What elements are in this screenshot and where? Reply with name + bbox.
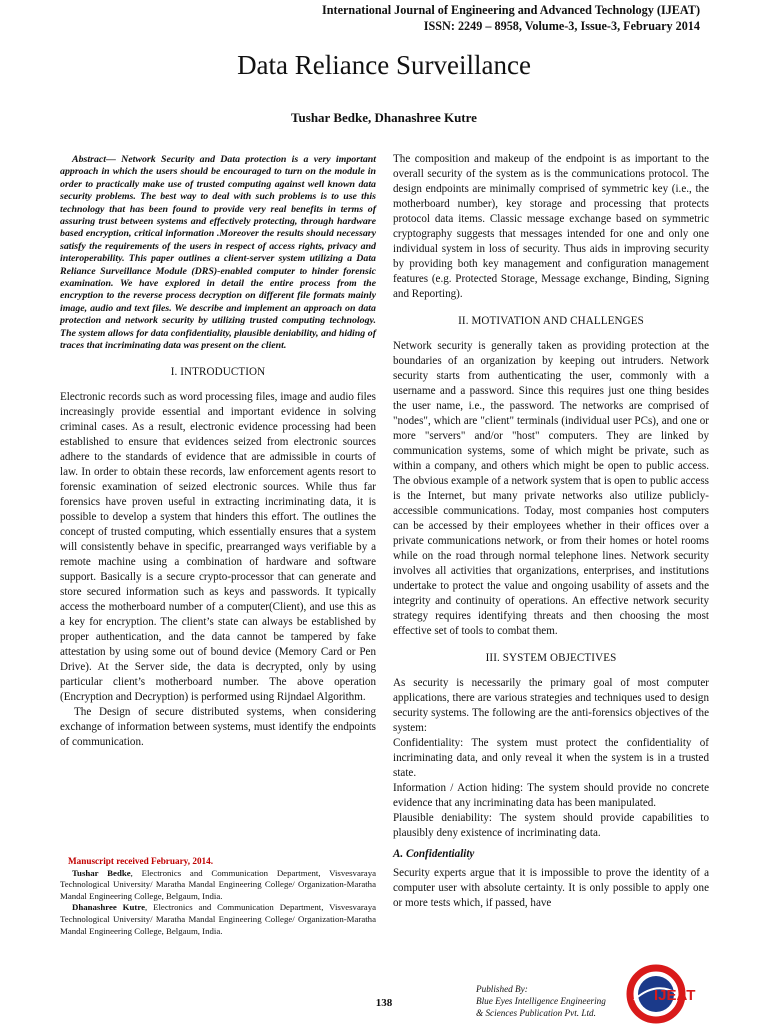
right-column xyxy=(393,152,709,911)
paper-authors: Tushar Bedke, Dhanashree Kutre xyxy=(291,110,477,125)
intro-heading: I. INTRODUCTION xyxy=(170,365,266,378)
paper-title: Data Reliance Surveillance xyxy=(237,50,531,80)
publisher-info xyxy=(476,983,606,1019)
author1-affiliation xyxy=(60,868,376,903)
publisher-line-1: Published By: xyxy=(476,984,528,994)
abstract-lead: Abstract— xyxy=(72,154,116,165)
abstract-text: Network Security and Data protection is a very important approach in which the users should be encouraged to turn on the module in order to practically make use of trusted computing against well known data security problems. The best way to deal with such problems is to use this technology that has been found to provide very real benefits in terms of assuring trust between systems and effectively protecting, through hardware based encryption, critical information .Moreover the results should necessary satisfy the requirements of the users in respect of access rights, privacy and interoperability. This paper outlines a client-server system utilizing a Data Reliance Surveillance Module (DRS)-enabled computer to hinder forensic examination. We have explored in detail the entire process from the encryption to the reverse process decryption on different file formats mainly image, audio and text files. We describe and implement an approach on data protection and network security by utilizing trusted computing technology. The system allows for data confidentiality, plausible deniability, and hiding of traces that incriminating data was present on the client. xyxy=(60,154,376,352)
author-footnote xyxy=(60,856,376,937)
confidentiality-paragraph: Security experts argue that it is impossible to prove the identity of a computer user with absolute certainty. It is only possible to apply one or more tests which, if passed, have xyxy=(393,867,709,909)
abstract xyxy=(60,154,376,353)
manuscript-received: Manuscript received February, 2014. xyxy=(68,856,214,866)
left-column xyxy=(60,152,376,750)
objectives-paragraph-1: As security is necessarily the primary goal of most computer applications, there are various strategies and techniques used to design security systems. The following are the anti-forensics objectives of the system: xyxy=(393,677,709,734)
objectives-paragraph-4: Plausible deniability: The system should provide capabilities to plausibly deny existence of incriminating data. xyxy=(393,812,709,839)
author1-text: , Electronics and Communication Department, Visvesvaraya Technological University/ Maratha Mandal Engineering College/ Organization-Maratha Mandal Engineering College, Belgaum, India. xyxy=(60,867,376,901)
publisher-line-2: Blue Eyes Intelligence Engineering xyxy=(476,996,606,1006)
journal-name: International Journal of Engineering and Advanced Technology (IJEAT) xyxy=(322,3,700,17)
publisher-line-3: & Sciences Publication Pvt. Ltd. xyxy=(476,1008,596,1018)
endpoint-paragraph: The composition and makeup of the endpoint is as important to the overall security of the system as is the communications protocol. The design endpoints are minimally comprised of symmetric key (i.e., the motherboard number), key storage and processing that protects protocol data items. Classic message exchange based on symmetric cryptography suggests that messages intended for one and only one individual system in loss of security. Thus aids in improving security by providing both key management and configuration management features (e.g. Protected Storage, Message exchange, Binding, Signing and Reporting). xyxy=(393,153,709,300)
motivation-heading: II. MOTIVATION AND CHALLENGES xyxy=(458,315,644,327)
page-number: 138 xyxy=(375,997,393,1009)
objectives-paragraph-2: Confidentiality: The system must protect the confidentiality of incriminating data, and only reveal it when the system is in a trusted state. xyxy=(393,737,709,779)
intro-paragraph-1: Electronic records such as word processing files, image and audio files increasingly provide essential and important evidence in solving criminal cases. As a result, electronic evidence processing had been established to ensure that evidences seized from electronic sources adhere to the standards of evidence that are admissible in courts of law. In order to obtain these records, law enforcement agents resort to forensic examination of seized electronic sources. While thus far forensics have proven useful in extracting incriminating data, it is possible to develop a system that hinders this effort. The outlines the concept of trusted computing, which essentially ensures that a system will consistently behave in specific, prearranged ways verifiable by a remote machine using a combination of hardware and software support. Basically is a secure crypto-processor that can generate and store secured information such as keys and passwords. It typically access the motherboard number of a computer(Client), and use this as a key for encryption. The client’s state can always be established by proper authentication, and the data cannot be tampered by fake attestation by using some out of bound device (Memory Card or Pen Drive). At the Server side, the data is decrypted, only by using particular client’s motherboard number. The above operation (Encryption and Decryption) is performed using Rijndael Algorithm. xyxy=(60,390,376,703)
author2-text: , Electronics and Communication Department, Visvesvaraya Technological University/ Maratha Mandal Engineering College/ Organization-Maratha Mandal Engineering College, Belgaum, India. xyxy=(60,902,376,936)
author2-affiliation xyxy=(60,902,376,937)
objectives-paragraph-3: Information / Action hiding: The system should provide no concrete evidence that any incriminating data has been manipulated. xyxy=(393,782,709,809)
objectives-heading: III. SYSTEM OBJECTIVES xyxy=(485,652,617,664)
logo-text: IJEAT xyxy=(654,987,696,1004)
journal-issn: ISSN: 2249 – 8958, Volume-3, Issue-3, February 2014 xyxy=(423,19,700,33)
confidentiality-heading: A. Confidentiality xyxy=(393,848,475,860)
motivation-paragraph: Network security is generally taken as providing protection at the boundaries of an organization by keeping out intruders. Network security starts from authenticating the user, commonly with a username and a password. Since this requires just one thing besides the user name, i.e., the password. The networks are comprised of "nodes", which are "client" terminals (individual user PCs), and one or more "servers" and/or "host" computers. They are linked by communication systems, some of which might be private, such as within a company, and others which might be open to public access. The obvious example of a network system that is open to public access is the Internet, but many private networks also utilize publicly-accessible communications. Today, most companies host computers can be accessed by their employees whether in their offices over a private communications network, or from their homes or hotel rooms while on the road through normal telephone lines. Network security involves all activities that organizations, enterprises, and institutions undertake to protect the value and ongoing usability of assets and the integrity and continuity of operations. An effective network security strategy requires identifying threats and then choosing the most effective set of tools to combat them. xyxy=(393,340,709,637)
ijeat-logo xyxy=(620,960,716,1024)
journal-header xyxy=(322,2,700,34)
intro-paragraph-2: The Design of secure distributed systems, when considering exchange of information between systems, must identify the endpoints of communication. xyxy=(60,705,376,748)
author2-name: Dhanashree Kutre xyxy=(72,902,146,913)
author1-name: Tushar Bedke xyxy=(72,867,131,878)
